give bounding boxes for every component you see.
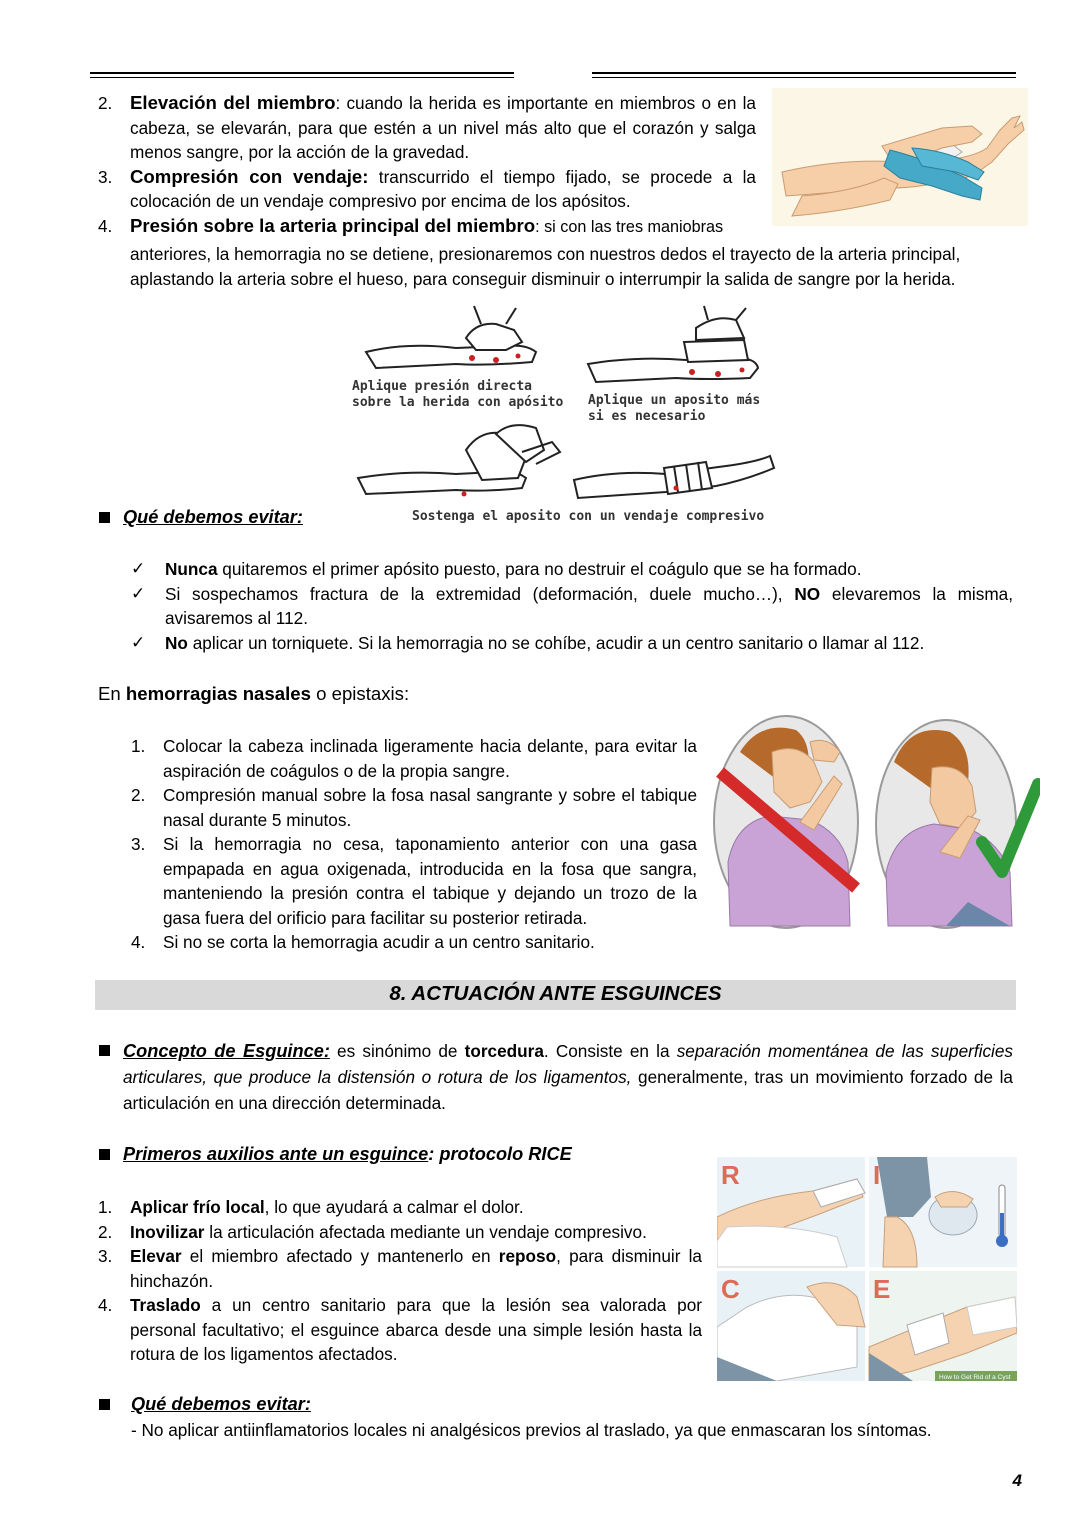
bullet-square bbox=[99, 1149, 110, 1160]
check-item: ✓ Nunca quitaremos el primer apósito puesto, para no destruir el coágulo que se ha formado. bbox=[131, 557, 1013, 582]
diagram-caption-3: Sostenga el aposito con un vendaje compresivo bbox=[412, 509, 765, 524]
checkmark-icon: ✓ bbox=[131, 559, 146, 578]
bleeding-step-4-continuation: anteriores, la hemorragia no se detiene, presionaremos con nuestros dedos el trayecto de la arteria principal, aplastando la arteria sobre el hueso, para conseguir disminuir o interrumpir la salida de sangre por la herida. bbox=[130, 244, 961, 289]
bleeding-steps-list bbox=[98, 91, 756, 239]
watermark: How to Get Rid of a Cyst bbox=[939, 1374, 1011, 1381]
rice-letter-r: R bbox=[721, 1160, 740, 1190]
header-rule-left bbox=[90, 72, 514, 78]
diagram-caption-2a: Aplique un aposito más bbox=[588, 393, 761, 408]
concept-heading: Concepto de Esguince: bbox=[123, 1041, 330, 1061]
header-rule-right bbox=[592, 72, 1016, 78]
avoid-heading-2: Qué debemos evitar: bbox=[131, 1394, 311, 1414]
checkmark-icon: ✓ bbox=[131, 632, 146, 652]
list-item: 3. Si la hemorragia no cesa, taponamiento anterior con una gasa empapada en agua oxigenada, introducida en la fosa que sangra, manteniendo la presión contra el tabique y dejando un trozo de la gasa fuera del orificio para facilitar su posterior retirada. bbox=[131, 834, 697, 928]
check-item: ✓ Si sospechamos fractura de la extremidad (deformación, duele mucho…), NO elevaremos la misma, avisaremos al 112. bbox=[131, 583, 1013, 628]
list-item: 3. Compresión con vendaje: transcurrido el tiempo fijado, se procede a la colocación de un vendaje compresivo por encima de los apósitos. bbox=[98, 165, 756, 211]
bullet-square bbox=[99, 1045, 110, 1056]
avoid-heading: Qué debemos evitar: bbox=[123, 507, 303, 527]
gloved-hands-pressure-image bbox=[772, 88, 1028, 226]
rice-protocol-image bbox=[717, 1157, 1017, 1381]
avoid-text-2: - No aplicar antiinflamatorios locales ni analgésicos previos al traslado, ya que enmascaran los síntomas. bbox=[131, 1420, 932, 1440]
diagram-caption-2b: si es necesario bbox=[588, 409, 706, 424]
section-title: 8. ACTUACIÓN ANTE ESGUINCES bbox=[389, 982, 722, 1005]
diagram-caption-1a: Aplique presión directa bbox=[352, 379, 533, 394]
nasal-intro: En hemorragias nasales o epistaxis: bbox=[98, 683, 410, 704]
list-item: 1. Aplicar frío local, lo que ayudará a calmar el dolor. bbox=[98, 1197, 524, 1217]
checkmark-icon: ✓ bbox=[131, 583, 146, 603]
nosebleed-illustration bbox=[710, 712, 1040, 934]
list-item: 2. Inovilizar la articulación afectada mediante un vendaje compresivo. bbox=[98, 1221, 647, 1242]
rice-steps-list bbox=[98, 1195, 702, 1367]
rice-letter-e: E bbox=[873, 1274, 891, 1304]
diagram-caption-1b: sobre la herida con apósito bbox=[352, 395, 564, 410]
bullet-square bbox=[99, 512, 110, 523]
section-header bbox=[95, 980, 1016, 1010]
list-item: 4. Si no se corta la hemorragia acudir a un centro sanitario. bbox=[131, 932, 595, 952]
avoid-checklist bbox=[131, 557, 1013, 655]
list-item: 1. Colocar la cabeza inclinada ligeramente hacia delante, para evitar la aspiración de coágulos o de la propia sangre. bbox=[131, 736, 697, 781]
page-number: 4 bbox=[1012, 1471, 1022, 1490]
rice-letter-i: I bbox=[873, 1160, 881, 1190]
rice-letter-c: C bbox=[721, 1274, 740, 1304]
rice-heading: Primeros auxilios ante un esguince: protocolo RICE bbox=[123, 1144, 572, 1164]
list-item: 3. Elevar el miembro afectado y mantenerlo en reposo, para disminuir la hinchazón. bbox=[98, 1246, 702, 1291]
list-item: 4. Traslado a un centro sanitario para que la lesión sea valorada por personal facultativo; el esguince abarca desde una simple lesión hasta la rotura de los ligamentos afectados. bbox=[98, 1295, 702, 1364]
list-item: 2. Elevación del miembro: cuando la herida es importante en miembros o en la cabeza, se elevarán, para que estén a un nivel más alto que el corazón y salga menos sangre, por la acción de la gravedad. bbox=[98, 92, 756, 162]
bleeding-control-diagram bbox=[346, 302, 776, 528]
list-item: 2. Compresión manual sobre la fosa nasal sangrante y sobre el tabique nasal durante 5 minutos. bbox=[131, 785, 697, 830]
nasal-steps-list bbox=[131, 734, 697, 955]
concept-paragraph: Concepto de Esguince: es sinónimo de torcedura. Consiste en la separación momentánea de las superficies articulares, que produce la distensión o rotura de los ligamentos, generalmente, tras un movimiento forzado de la articulación en una dirección determinada. bbox=[123, 1041, 1014, 1113]
bullet-square bbox=[99, 1399, 110, 1410]
list-item: 4. Presión sobre la arteria principal del miembro: si con las tres maniobras bbox=[98, 214, 724, 236]
check-item: ✓ No aplicar un torniquete. Si la hemorragia no se cohíbe, acudir a un centro sanitario o llamar al 112. bbox=[131, 631, 1013, 656]
